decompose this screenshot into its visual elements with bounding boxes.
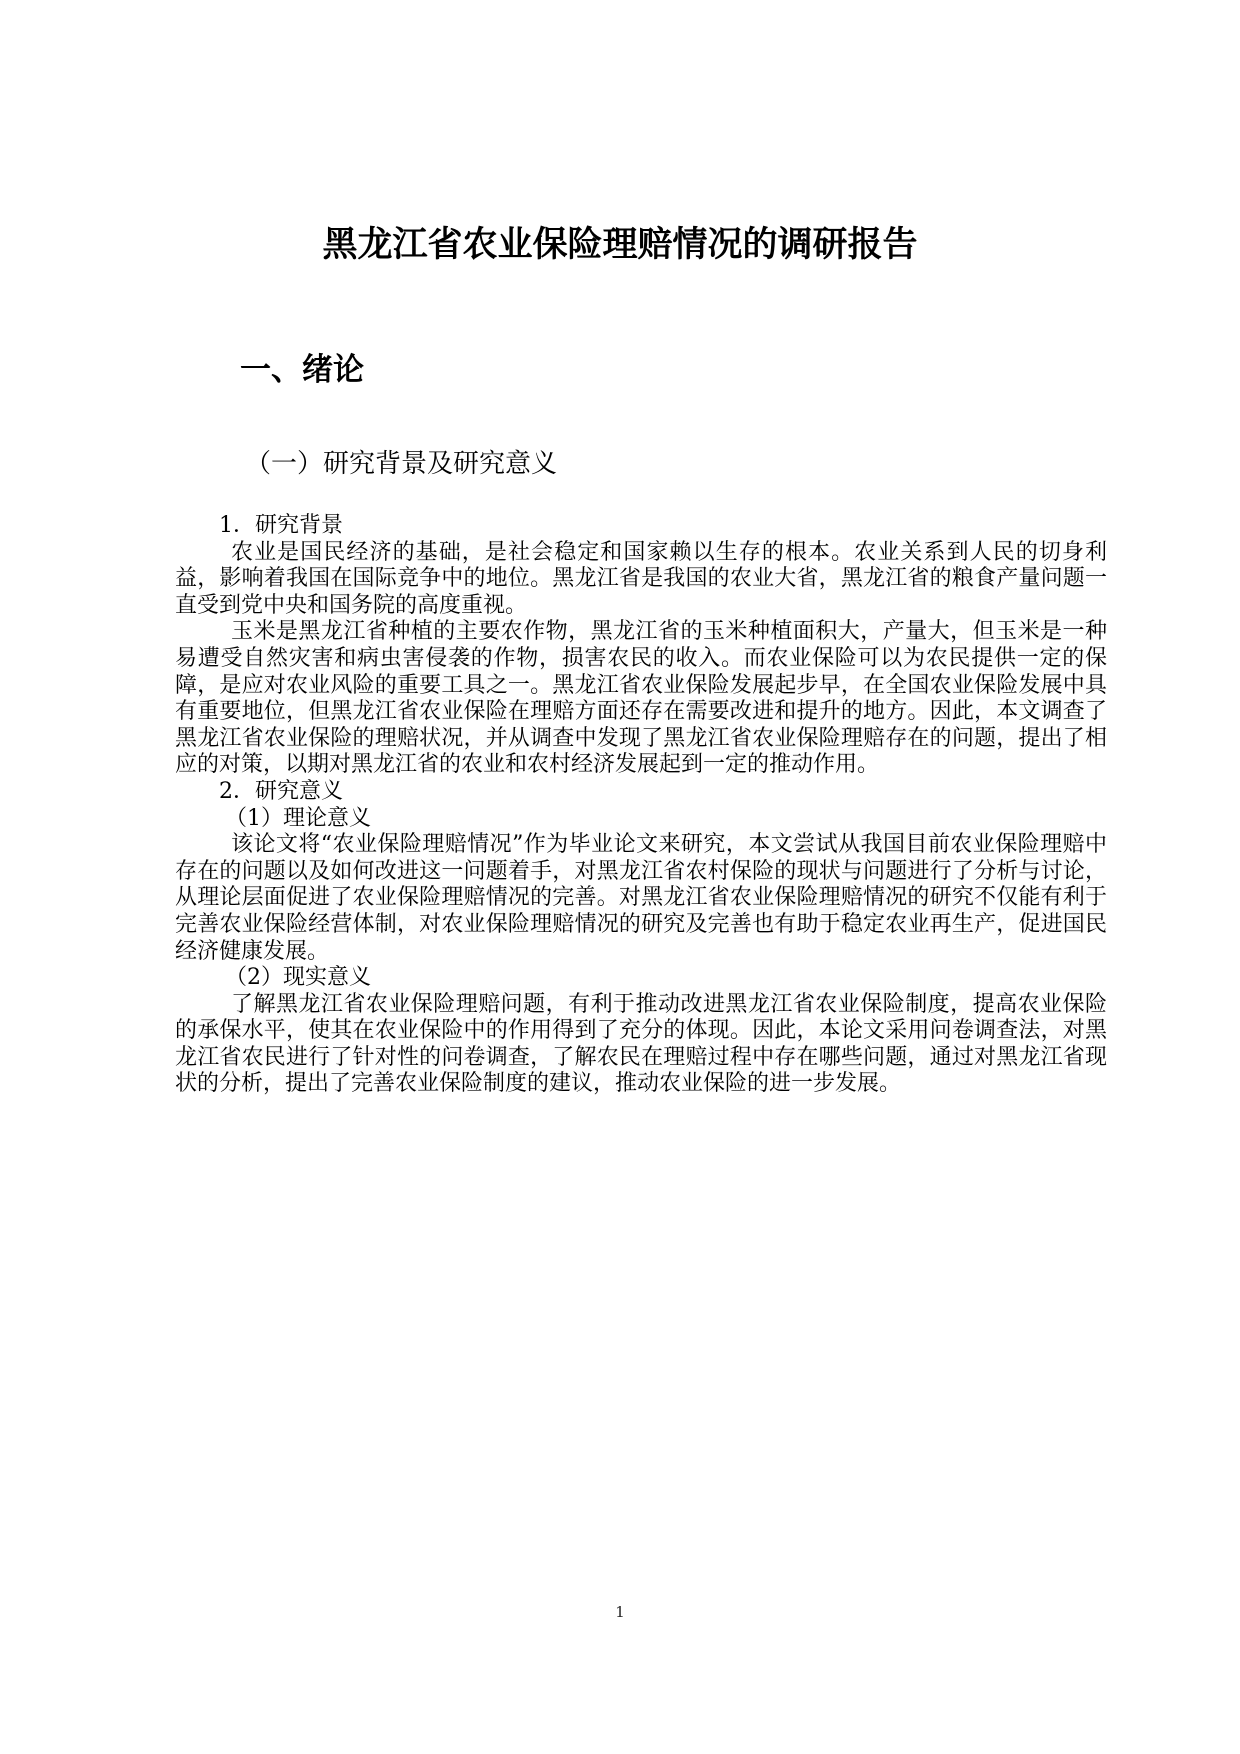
section-heading-introduction: 一、绪论 [240,352,364,388]
document-body [175,513,1107,1098]
paragraph-background-1: 农业是国民经济的基础，是社会稳定和国家赖以生存的根本。农业关系到人民的切身利益，影响着我国在国际竞争中的地位。黑龙江省是我国的农业大省，黑龙江省的粮食产量问题一直受到党中央和国务院的高度重视。 [175,539,1107,618]
subitem-heading-theoretical-significance: （1）理论意义 [225,805,371,831]
paragraph-practical-significance: 了解黑龙江省农业保险理赔问题，有利于推动改进黑龙江省农业保险制度，提高农业保险的承保水平，使其在农业保险中的作用得到了充分的体现。因此，本论文采用问卷调查法，对黑龙江省农民进行了针对性的问卷调查，了解农民在理赔过程中存在哪些问题，通过对黑龙江省现状的分析，提出了完善农业保险制度的建议，推动农业保险的进一步发展。 [175,991,1107,1097]
paragraph-background-2: 玉米是黑龙江省种植的主要农作物，黑龙江省的玉米种植面积大，产量大，但玉米是一种易遭受自然灾害和病虫害侵袭的作物，损害农民的收入。而农业保险可以为农民提供一定的保障，是应对农业风险的重要工具之一。黑龙江省农业保险发展起步早，在全国农业保险发展中具有重要地位，但黑龙江省农业保险在理赔方面还存在需要改进和提升的地方。因此，本文调查了黑龙江省农业保险的理赔状况，并从调查中发现了黑龙江省农业保险理赔存在的问题，提出了相应的对策，以期对黑龙江省的农业和农村经济发展起到一定的推动作用。 [175,619,1107,778]
paragraph-theoretical-significance: 该论文将“农业保险理赔情况”作为毕业论文来研究，本文尝试从我国目前农业保险理赔中存在的问题以及如何改进这一问题着手，对黑龙江省农村保险的现状与问题进行了分析与讨论，从理论层面促进了农业保险理赔情况的完善。对黑龙江省农业保险理赔情况的研究不仅能有利于完善农业保险经营体制，对农业保险理赔情况的研究及完善也有助于稳定农业再生产，促进国民经济健康发展。 [175,832,1107,964]
page-number: 1 [615,1603,625,1621]
subsection-heading-background-significance: （一）研究背景及研究意义 [245,449,558,479]
item-heading-research-significance: 2．研究意义 [219,778,343,804]
item-heading-research-background: 1．研究背景 [219,513,343,538]
subitem-heading-practical-significance: （2）现实意义 [225,965,371,991]
document-title: 黑龙江省农业保险理赔情况的调研报告 [322,225,918,265]
